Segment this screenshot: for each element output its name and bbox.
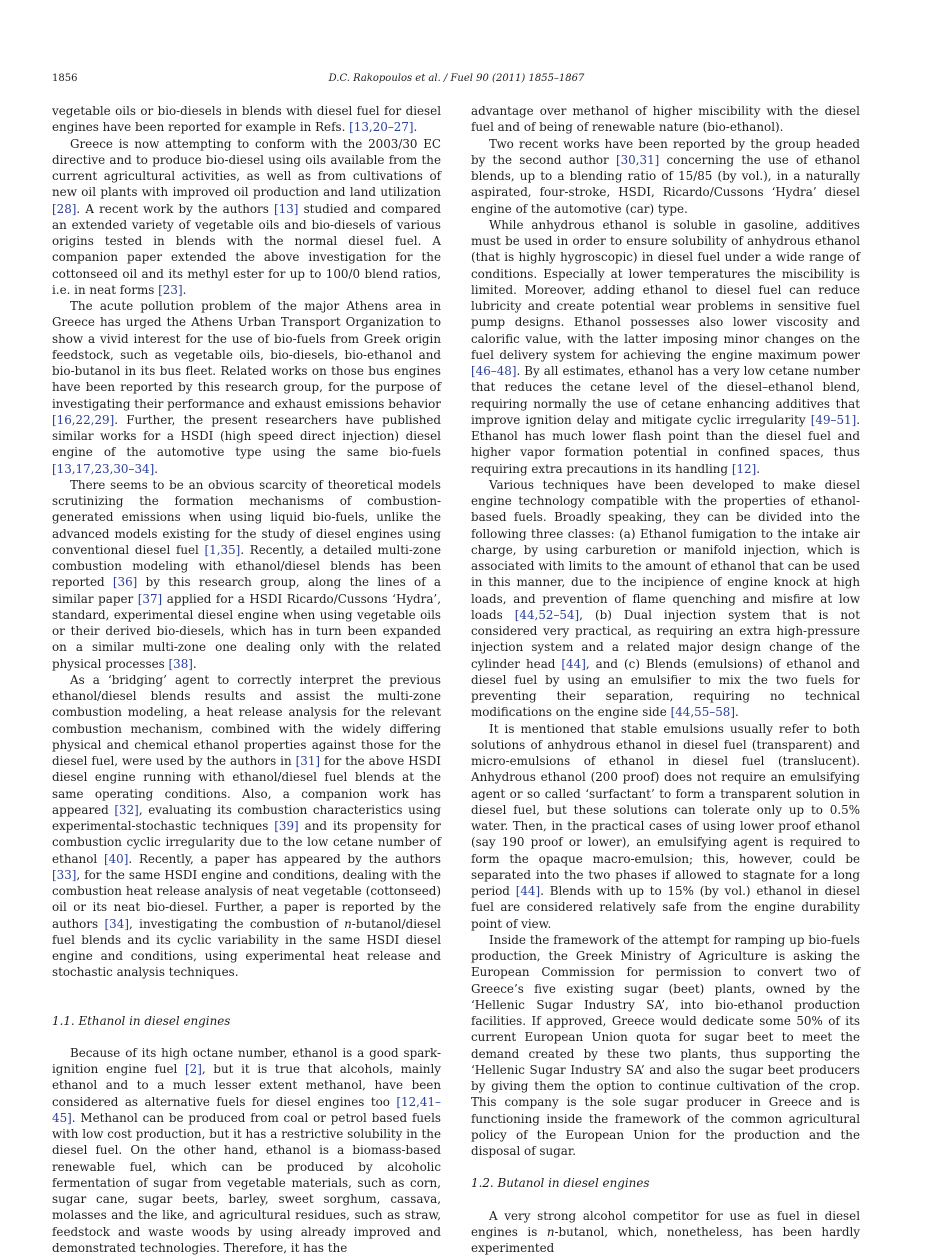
paragraph: Various techniques have been developed to make diesel engine technology compatible with the properties of ethanol-based fuels. Broadly speaking, they can be divided into the following three classes: (a) Ethanol fumigation to the intake air charge, by using carburetion or manifold injection, which is associated with limits to the amount of ethanol that can be used in this manner, due to the incipience of engine knock at high loads, and prevention of flame quenching and misfire at low loads [44,52–54], (b) Dual injection system that is not considered very practical, as requiring an extra high-pressure injection system and a related major design change of the cylinder head [44], and (c) Blends (emulsions) of ethanol and diesel fuel by using an emulsifier to mix the two fuels for preventing their separation, requiring no technical modifications on the engine side [44,55–58]. [471,477,860,721]
paragraph: It is mentioned that stable emulsions usually refer to both solutions of anhydrous ethanol in diesel fuel (transparent) and micro-emulsions of ethanol in diesel fuel (translucent). Anhydrous ethanol (200 proof) does not require an emulsifying agent or so called ‘surfactant’ to form a transparent solution in diesel fuel, but these solutions can tolerate only up to 0.5% water. Then, in the practical cases of using lower proof ethanol (say 190 proof or lower), an emulsifying agent is required to form the opaque macro-emulsion; this, however, could be separated into the two phases if allowed to stagnate for a long period [44]. Blends with up to 15% (by vol.) ethanol in diesel fuel are considered relatively safe from the engine durability point of view. [471,721,860,932]
paragraph: Greece is now attempting to conform with the 2003/30 EC directive and to produce bio-diesel using oils available from the current agricultural activities, as well as from cultivations of new oil plants with improved oil production and land utilization [28]. A recent work by the authors [13] studied and compared an extended variety of vegetable oils and bio-diesels of various origins tested in blends with the normal diesel fuel. A companion paper extended the above investigation for the cottonseed oil and its methyl ester for up to 100/0 blend ratios, i.e. in neat forms [23]. [52,136,441,299]
citation-link[interactable]: [30,31] [616,153,659,167]
paragraph: Two recent works have been reported by the group headed by the second author [30,31] concerning the use of ethanol blends, up to a blending ratio of 15/85 (by vol.), in a naturally aspirated, four-stroke, HSDI, Ricardo/Cussons ‘Hydra’ diesel engine of the automotive (car) type. [471,136,860,217]
paragraph: advantage over methanol of higher miscibility with the diesel fuel and of being of renewable nature (bio-ethanol). [471,103,860,136]
left-column [52,103,441,1256]
section-heading: 1.2. Butanol in diesel engines [471,1175,860,1191]
citation-link[interactable]: [37] [138,592,162,606]
citation-link[interactable]: [1,35] [205,543,241,557]
citation-link[interactable]: [38] [169,657,193,671]
paragraph: The acute pollution problem of the major Athens area in Greece has urged the Athens Urban Transport Organization to show a vivid interest for the use of bio-fuels from Greek origin feedstock, such as vegetable oils, bio-diesels, bio-ethanol and bio-butanol in its bus fleet. Related works on those bus engines have been reported by this research group, for the purpose of investigating their performance and exhaust emissions behavior [16,22,29]. Further, the present researchers have published similar works for a HSDI (high speed direct injection) diesel engine of the automotive type using the same bio-fuels [13,17,23,30–34]. [52,298,441,477]
citation-link[interactable]: [44] [561,657,585,671]
page-number: 1856 [52,72,77,86]
citation-link[interactable]: [36] [113,575,137,589]
paragraph: A very strong alcohol competitor for use as fuel in diesel engines is n-butanol, which, nonetheless, has been hardly experimented [471,1208,860,1256]
citation-link[interactable]: [13] [274,202,298,216]
right-column [471,103,860,1256]
citation-link[interactable]: [12] [732,462,756,476]
citation-link[interactable]: [23] [158,283,182,297]
citation-link[interactable]: [46–48] [471,364,516,378]
citation-link[interactable]: [34] [105,917,129,931]
paragraph: vegetable oils or bio-diesels in blends with diesel fuel for diesel engines have been reported for example in Refs. [13,20–27]. [52,103,441,136]
citation-link[interactable]: [44,52–54] [515,608,579,622]
citation-link[interactable]: [49–51] [811,413,856,427]
citation-link[interactable]: [44,55–58] [671,705,735,719]
paragraph: There seems to be an obvious scarcity of theoretical models scrutinizing the formation mechanisms of combustion-generated emissions when using liquid bio-fuels, unlike the advanced models existing for the study of diesel engines using conventional diesel fuel [1,35]. Recently, a detailed multi-zone combustion modeling with ethanol/diesel blends has been reported [36] by this research group, along the lines of a similar paper [37] applied for a HSDI Ricardo/Cussons ‘Hydra’, standard, experimental diesel engine when using vegetable oils or their derived bio-diesels, which has in turn been expanded on a similar multi-zone one dealing only with the related physical processes [38]. [52,477,441,672]
citation-link[interactable]: [13,20–27] [349,120,413,134]
citation-link[interactable]: [31] [296,754,320,768]
citation-link[interactable]: [40] [104,852,128,866]
citation-link[interactable]: [13,17,23,30–34] [52,462,154,476]
running-title: D.C. Rakopoulos et al. / Fuel 90 (2011) 1855–1867 [52,72,861,86]
section-heading: 1.1. Ethanol in diesel engines [52,1013,441,1029]
page-header [52,72,861,88]
citation-link[interactable]: [44] [516,884,540,898]
citation-link[interactable]: [32] [114,803,138,817]
citation-link[interactable]: [12,41–45] [52,1095,441,1125]
paragraph: As a ‘bridging’ agent to correctly interpret the previous ethanol/diesel blends results and assist the multi-zone combustion modeling, a heat release analysis for the relevant combustion mechanism, combined with the widely differing physical and chemical ethanol properties against those for the diesel fuel, were used by the authors in [31] for the above HSDI diesel engine running with ethanol/diesel fuel blends at the same operating conditions. Also, a companion work has appeared [32], evaluating its combustion characteristics using experimental-stochastic techniques [39] and its propensity for combustion cyclic irregularity due to the low cetane number of ethanol [40]. Recently, a paper has appeared by the authors [33], for the same HSDI engine and conditions, dealing with the combustion heat release analysis of neat vegetable (cottonseed) oil or its neat bio-diesel. Further, a paper is reported by the authors [34], investigating the combustion of n-butanol/diesel fuel blends and its cyclic variability in the same HSDI diesel engine and conditions, using experimental heat release and stochastic analysis techniques. [52,672,441,981]
citation-link[interactable]: [2] [185,1062,202,1076]
paragraph: Because of its high octane number, ethanol is a good spark-ignition engine fuel [2], but it is true that alcohols, mainly ethanol and to a much lesser extent methanol, have been considered as alternative fuels for diesel engines too [12,41–45]. Methanol can be produced from coal or petrol based fuels with low cost production, but it has a restrictive solubility in the diesel fuel. On the other hand, ethanol is a biomass-based renewable fuel, which can be produced by alcoholic fermentation of sugar from vegetable materials, such as corn, sugar cane, sugar beets, barley, sweet sorghum, cassava, molasses and the like, and agricultural residues, such as straw, feedstock and waste woods by using already improved and demonstrated technologies. Therefore, it has the [52,1045,441,1256]
paragraph: Inside the framework of the attempt for ramping up bio-fuels production, the Greek Ministry of Agriculture is asking the European Commission for permission to convert two of Greece’s five existing sugar (beet) plants, owned by the ‘Hellenic Sugar Industry SA’, into bio-ethanol production facilities. If approved, Greece would dedicate some 50% of its current European Union quota for sugar beet to meet the demand created by these two plants, thus supporting the ‘Hellenic Sugar Industry SA’ and also the sugar beet producers by giving them the option to continue cultivation of the crop. This company is the sole sugar producer in Greece and is functioning inside the framework of the common agricultural policy of the European Union for the production and the disposal of sugar. [471,932,860,1160]
citation-link[interactable]: [28] [52,202,76,216]
citation-link[interactable]: [33] [52,868,76,882]
citation-link[interactable]: [39] [274,819,298,833]
citation-link[interactable]: [16,22,29] [52,413,114,427]
paragraph: While anhydrous ethanol is soluble in gasoline, additives must be used in order to ensure solubility of anhydrous ethanol (that is highly hygroscopic) in diesel fuel under a wide range of conditions. Especially at lower temperatures the miscibility is limited. Moreover, adding ethanol to diesel fuel can reduce lubricity and create potential wear problems in sensitive fuel pump designs. Ethanol possesses also lower viscosity and calorific value, with the latter imposing minor changes on the fuel delivery system for achieving the engine maximum power [46–48]. By all estimates, ethanol has a very low cetane number that reduces the cetane level of the diesel–ethanol blend, requiring normally the use of cetane enhancing additives that improve ignition delay and mitigate cyclic irregularity [49–51]. Ethanol has much lower flash point than the diesel fuel and higher vapor formation potential in confined spaces, thus requiring extra precautions in its handling [12]. [471,217,860,477]
